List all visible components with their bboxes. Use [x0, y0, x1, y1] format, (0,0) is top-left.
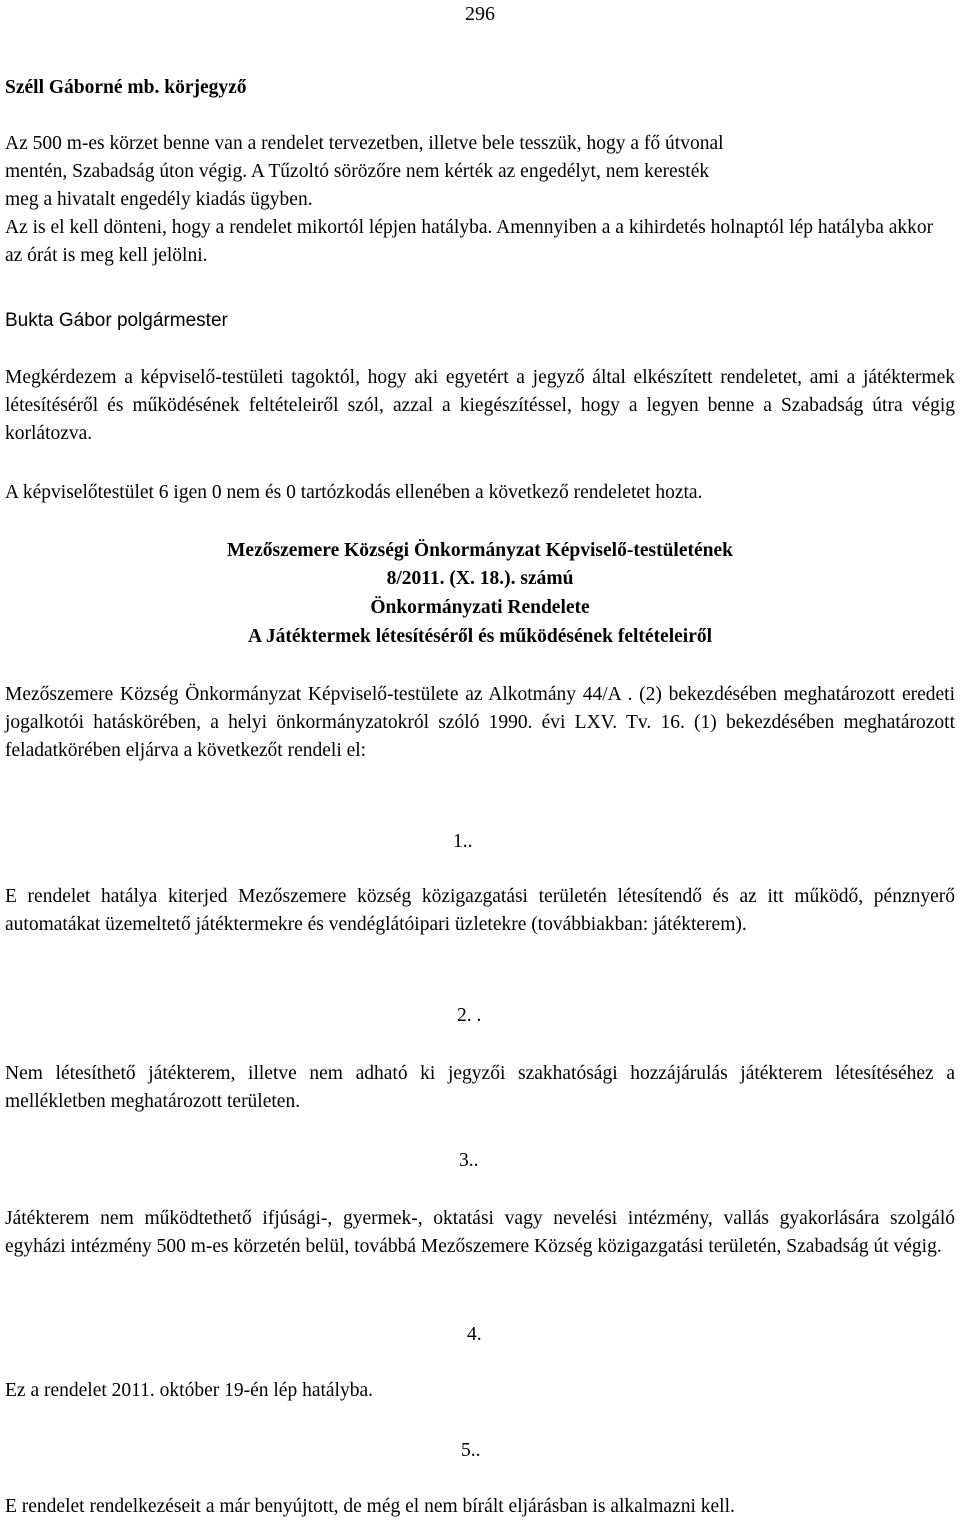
- section-number: 1..: [453, 831, 473, 852]
- decree-heading: Mezőszemere Községi Önkormányzat Képviselő-testületének: [227, 540, 733, 561]
- decree-title: A Játéktermek létesítéséről és működésének feltételeiről: [247, 626, 713, 647]
- paragraph-line: meg a hivatalt engedély kiadás ügyben.: [5, 189, 313, 210]
- page-number: 296: [465, 3, 495, 25]
- preamble: Mezőszemere Község Önkormányzat Képviselő-testülete az Alkotmány 44/A . (2) bekezdésében meghatározott eredeti jogalkotói hatáskörében, a helyi önkormányzatokról szóló 1990. évi LXV. Tv. 16. (1) bekezdésében meghatározott feladatkörében eljárva a következőt rendeli el:: [5, 684, 955, 761]
- paragraph-line: Az 500 m-es körzet benne van a rendelet tervezetben, illetve bele tesszük, hogy a fő útvonal: [5, 133, 724, 154]
- section-text: Nem létesíthető játékterem, illetve nem adható ki jegyzői szakhatósági hozzájárulás játékterem létesítéséhez a mellékletben meghatározott területen.: [5, 1063, 955, 1112]
- section-text: E rendelet rendelkezéseit a már benyújtott, de még el nem bírált eljárásban is alkalmazni kell.: [5, 1496, 735, 1517]
- decree-number: 8/2011. (X. 18.). számú: [386, 568, 574, 589]
- paragraph-line: mentén, Szabadság úton végig. A Tűzoltó sörözőre nem kérték az engedélyt, nem keresték: [5, 161, 710, 182]
- section-number: 5..: [461, 1440, 481, 1461]
- section-number: 3..: [459, 1150, 479, 1171]
- paragraph: Megkérdezem a képviselő-testületi tagoktól, hogy aki egyetért a jegyző által elkészített rendeletet, ami a játéktermek létesítéséről és működésének feltételeiről szól, azzal a kiegészítéssel, hogy a legyen benne a Szabadság útra végig korlátozva.: [5, 367, 955, 444]
- section-text: Játékterem nem működtethető ifjúsági-, gyermek-, oktatási vagy nevelési intézmény, vallás gyakorlására szolgáló egyházi intézmény 500 m-es körzetén belül, továbbá Mezőszemere Község közigazgatási területén, Szabadság út végig.: [5, 1208, 955, 1257]
- speaker-name: Bukta Gábor polgármester: [5, 310, 228, 331]
- paragraph: A képviselőtestület 6 igen 0 nem és 0 tartózkodás ellenében a következő rendeletet hozta.: [5, 482, 703, 503]
- section-number: 4.: [467, 1324, 482, 1345]
- speaker-name: Széll Gáborné mb. körjegyző: [5, 77, 247, 98]
- section-text: Ez a rendelet 2011. október 19-én lép hatályba.: [5, 1380, 374, 1401]
- decree-type: Önkormányzati Rendelete: [370, 597, 590, 618]
- section-number: 2. .: [457, 1005, 482, 1026]
- section-text: E rendelet hatálya kiterjed Mezőszemere község közigazgatási területén létesítendő és az itt működő, pénznyerő automatákat üzemeltető játéktermekre és vendéglátóipari üzletekre (továbbiakban: játékterem).: [5, 886, 955, 935]
- paragraph: Az is el kell dönteni, hogy a rendelet mikortól lépjen hatályba. Amennyiben a a kihirdetés holnaptól lép hatályba akkor az órát is meg kell jelölni.: [5, 217, 934, 266]
